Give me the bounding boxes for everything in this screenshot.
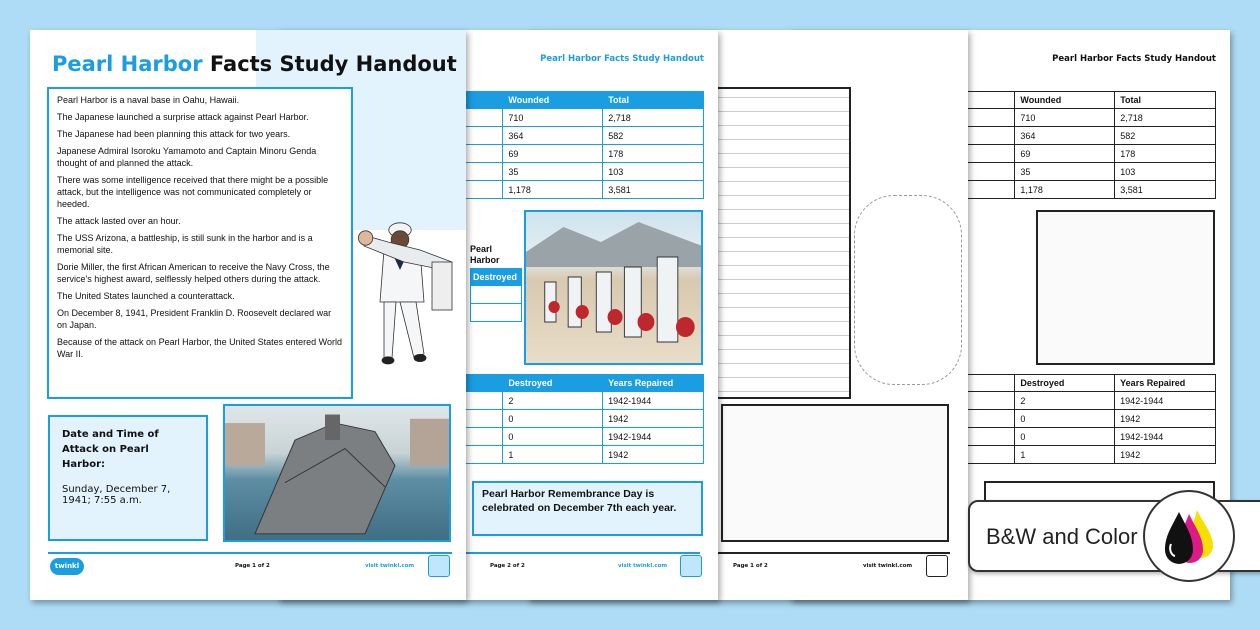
table-cell: 1942 [603,410,704,428]
column-header: Total [603,92,704,109]
sunken-ship-illustration [223,404,451,542]
page-number: Page 2 of 2 [490,563,525,569]
fact-item: Japanese Admiral Isoroku Yamamoto and Captain Minoru Genda thought of and planned the attack. [57,146,317,168]
column-header: Wounded [503,92,603,109]
table-cell: 3,581 [603,181,704,199]
table-cell: 35 [1015,163,1115,181]
table-cell: 582 [603,127,704,145]
table-cell: 1,178 [503,181,603,199]
table-cell: 2,718 [603,109,704,127]
table-cell: 69 [503,145,603,163]
table-cell: 582 [1115,127,1216,145]
fact-item: There was some intelligence received that there might be a possible attack, but the intelligence was not communicated completely or heeded. [57,175,329,209]
table-cell: 1942 [1115,410,1216,428]
fact-item: The Japanese had been planning this attack for two years. [57,129,291,139]
table-cell: 178 [603,145,704,163]
page-title: Pearl Harbor Facts Study Handout [52,52,457,76]
fact-item: The Japanese launched a surprise attack against Pearl Harbor. [57,112,309,122]
ink-drops-icon [1143,490,1235,582]
table-cell: 1942-1944 [1115,392,1216,410]
fact-item: The United States launched a counterattack. [57,291,235,301]
visit-link[interactable]: visit twinkl.com [863,563,913,569]
table-cell: 103 [1115,163,1216,181]
fact-item: The USS Arizona, a battleship, is still sunk in the harbor and is a memorial site. [57,233,313,255]
table-cell: 1942 [1115,446,1216,464]
fact-item: Pearl Harbor is a naval base in Oahu, Hawaii. [57,95,240,105]
column-header: Destroyed [1015,375,1115,392]
quality-badge-icon [428,555,450,577]
remembrance-illustration [524,210,703,365]
sailor-illustration-outline [854,195,962,385]
visit-link[interactable]: visit twinkl.com [618,563,668,569]
column-header: Total [1115,92,1216,109]
fact-item: Because of the attack on Pearl Harbor, the United States entered World War II. [57,337,342,359]
table-cell: 178 [1115,145,1216,163]
page-1-color [30,30,466,600]
twinkl-logo: twinkl [50,558,84,575]
sunken-ship-outline [721,404,949,542]
table-cell: 710 [503,109,603,127]
visit-link[interactable]: visit twinkl.com [365,563,415,569]
table-cell: 0 [503,428,603,446]
date-time-box: Date and Time of Attack on Pearl Harbor: Sunday, December 7, 1941; 7:55 a.m. [48,415,208,541]
table-cell: 1942-1944 [603,392,704,410]
facts-list [47,87,353,399]
page-number: Page 1 of 2 [235,563,270,569]
table-cell: 2 [1015,392,1115,410]
quality-badge-icon [680,555,702,577]
small-table: Destroyed [470,268,522,322]
table-cell: 2 [503,392,603,410]
table-cell: 69 [1015,145,1115,163]
quality-badge-icon [926,555,948,577]
column-header: Wounded [1015,92,1115,109]
table-cell: 1942-1944 [1115,428,1216,446]
remembrance-outline [1036,210,1215,365]
table-cell: 364 [503,127,603,145]
table-cell: 3,581 [1115,181,1216,199]
table-cell: 710 [1015,109,1115,127]
table-cell: 1942 [603,446,704,464]
page-header: Pearl Harbor Facts Study Handout [1052,54,1216,64]
column-header: Years Repaired [603,375,704,392]
table-cell: 103 [603,163,704,181]
fact-item: Dorie Miller, the first African American to receive the Navy Cross, the service's highest award, selflessly helped others during the attack. [57,262,330,284]
remembrance-box: Pearl Harbor Remembrance Day is celebrated on December 7th each year. [472,481,703,536]
bw-and-color-callout: B&W and Color [968,500,1260,572]
table-cell: 2,718 [1115,109,1216,127]
table-cell: 364 [1015,127,1115,145]
page-header: Pearl Harbor Facts Study Handout [540,54,704,64]
small-table-heading: Pearl Harbor [470,244,500,265]
fact-item: The attack lasted over an hour. [57,216,181,226]
table-cell: 1 [1015,446,1115,464]
table-cell: 0 [1015,410,1115,428]
fact-item: On December 8, 1941, President Franklin D. Roosevelt declared war on Japan. [57,308,332,330]
sailor-illustration [356,195,464,385]
page-number: Page 1 of 2 [733,563,768,569]
footer-divider [48,552,452,554]
table-cell: 35 [503,163,603,181]
table-cell: 1 [503,446,603,464]
table-cell: 1,178 [1015,181,1115,199]
table-cell: 0 [1015,428,1115,446]
column-header: Destroyed [503,375,603,392]
table-cell: 0 [503,410,603,428]
table-cell: 1942-1944 [603,428,704,446]
column-header: Years Repaired [1115,375,1216,392]
